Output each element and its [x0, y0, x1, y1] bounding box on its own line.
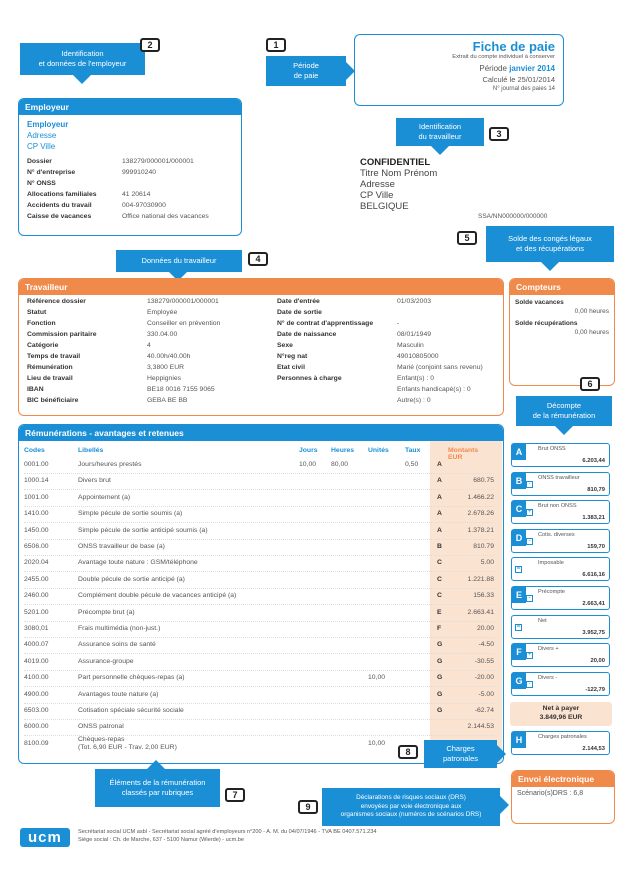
callout-remuneration-items — [95, 769, 220, 807]
detail-value: Heppignies — [147, 375, 182, 382]
detail-value: 330.04.00 — [147, 331, 178, 338]
detail-key: Catégorie — [27, 342, 59, 349]
table-row — [24, 622, 494, 638]
confidentiel-label: CONFIDENTIEL — [360, 157, 431, 168]
row-category: G — [437, 674, 443, 682]
detail-key: IBAN — [27, 386, 44, 393]
detail-value: 138279/000001/000001 — [147, 298, 219, 305]
row-category: B — [437, 543, 442, 550]
breakdown-value: 20,00 — [590, 658, 605, 665]
detail-key: Personnes à charge — [277, 375, 342, 382]
net-to-pay-label: Net à payer — [542, 705, 580, 712]
table-row — [24, 720, 494, 736]
sign-icon: + — [527, 652, 532, 659]
journal-number: N° journal des paies 14 — [492, 86, 555, 92]
worker-detail-row — [277, 296, 499, 307]
arrow-up-icon — [147, 760, 165, 769]
payslip-header-box — [354, 34, 564, 106]
worker-detail-row — [277, 318, 499, 329]
row-category: A — [437, 461, 442, 468]
row-label: Part personnelle chèques-repas (a) — [78, 674, 185, 682]
breakdown-label: Cotis. diverses — [538, 531, 575, 538]
detail-key: N° de contrat d'apprentissage — [277, 320, 374, 327]
breakdown-label: ONSS travailleur — [538, 474, 580, 481]
row-amount: 1.378.21 — [467, 526, 494, 534]
detail-value: GEBA BE BB — [147, 397, 188, 404]
charges-label: Charges patronales — [538, 734, 587, 740]
row-label: Simple pécule de sortie soumis (a) — [78, 510, 183, 518]
row-code: 1450.00 — [24, 526, 49, 534]
ucm-logo: ucm — [20, 828, 70, 847]
marker-7: 7 — [225, 788, 245, 802]
vacation-balance-value: 0,00 heures — [574, 308, 609, 315]
arrow-down-icon — [541, 262, 559, 271]
row-label: Simple pécule de sortie anticipé soumis (a) — [78, 526, 208, 534]
breakdown-item — [511, 586, 610, 610]
detail-value: Enfant(s) : 0 — [397, 375, 435, 382]
employer-box — [18, 98, 242, 236]
row-label: Précompte brut (a) — [78, 608, 135, 616]
detail-key: Fonction — [27, 320, 56, 327]
marker-1: 1 — [266, 38, 286, 52]
row-category: E — [437, 608, 442, 616]
worker-detail-row — [27, 384, 267, 395]
detail-value: Employée — [147, 309, 178, 316]
callout-drs — [322, 788, 500, 826]
worker-name: Titre Nom Prénom — [360, 168, 438, 179]
breakdown-value: -122,79 — [585, 686, 605, 693]
row-amount: -4.50 — [478, 641, 494, 649]
detail-key — [277, 395, 397, 406]
row-code: 1000.14 — [24, 477, 49, 485]
row-rate: 0,50 — [405, 461, 419, 468]
counters-header: Compteurs — [510, 279, 614, 295]
worker-detail-row — [27, 318, 267, 329]
table-row — [24, 524, 494, 540]
callout-text: Période de paie — [293, 61, 319, 80]
net-to-pay-value: 3.849,96 EUR — [539, 714, 583, 721]
worker-city: CP Ville — [360, 190, 394, 201]
row-label: Assurance-groupe — [78, 657, 134, 665]
row-amount: 2.678.26 — [467, 510, 494, 518]
table-row — [24, 540, 494, 556]
detail-value: 08/01/1949 — [397, 331, 432, 338]
breakdown-label: Divers + — [538, 646, 559, 653]
table-row — [24, 589, 494, 605]
worker-detail-row — [277, 329, 499, 340]
table-row — [24, 573, 494, 589]
row-code: 4100.00 — [24, 674, 49, 682]
sign-icon: - — [526, 481, 533, 488]
breakdown-item — [511, 672, 610, 696]
detail-key: Date de naissance — [277, 331, 337, 338]
worker-detail-row — [27, 296, 267, 307]
letter-badge: F — [512, 644, 526, 660]
callout-leave-balance — [486, 226, 614, 262]
worker-address — [360, 157, 437, 212]
breakdown-value: 810,79 — [587, 486, 605, 493]
breakdown-label: Précompte — [538, 589, 566, 595]
detail-key: Etat civil — [277, 364, 305, 371]
table-row — [24, 688, 494, 704]
row-category: G — [437, 657, 443, 665]
sign-icon: = — [516, 623, 521, 630]
period-label: Période — [479, 64, 507, 73]
breakdown-item — [511, 472, 610, 496]
sign-icon: = — [516, 566, 521, 573]
detail-value: BE18 0016 7155 9065 — [147, 386, 215, 393]
callout-text: Éléments de la rémunération classés par rubriques — [109, 778, 206, 797]
worker-detail-row — [277, 373, 499, 384]
table-row — [24, 606, 494, 622]
employer-header: Employeur — [19, 99, 241, 115]
period-value: janvier 2014 — [509, 64, 555, 73]
employer-detail-row — [27, 200, 233, 211]
callout-text: Identification et données de l'employeur — [38, 49, 127, 68]
breakdown-value: 1.383,21 — [582, 515, 605, 522]
breakdown-value: 2.663,41 — [582, 601, 605, 607]
row-amount: -20.00 — [474, 674, 494, 682]
col-heures: Heures — [331, 447, 355, 454]
breakdown-item — [511, 529, 610, 553]
row-code: 4900.00 — [24, 690, 49, 698]
breakdown-value: 3.952,75 — [582, 629, 605, 636]
row-category: A — [437, 526, 442, 534]
table-row — [24, 655, 494, 671]
callout-text: Données du travailleur — [141, 256, 217, 265]
callout-remuneration-breakdown — [516, 396, 612, 426]
breakdown-item — [511, 643, 610, 667]
footer-text — [78, 828, 376, 844]
detail-value: - — [397, 320, 400, 327]
worker-detail-row — [27, 362, 267, 373]
row-category: A — [437, 493, 442, 501]
row-code: 2460.00 — [24, 592, 49, 600]
row-code: 4019.00 — [24, 657, 49, 665]
row-code: 1410.00 — [24, 510, 49, 518]
arrow-down-icon — [431, 146, 449, 155]
detail-key: Allocations familiales — [27, 191, 97, 198]
row-category: C — [437, 559, 442, 567]
marker-3: 3 — [489, 127, 509, 141]
callout-employer-id — [20, 43, 145, 75]
letter-badge: B — [512, 473, 526, 489]
letter-badge: A — [512, 444, 526, 460]
detail-key: Temps de travail — [27, 353, 81, 360]
row-code: 4000.07 — [24, 641, 49, 649]
employer-detail-row — [27, 156, 233, 167]
table-row — [24, 704, 494, 720]
detail-key: Référence dossier — [27, 298, 86, 305]
detail-key: Rémunération — [27, 364, 73, 371]
detail-key: N° d'entreprise — [27, 169, 76, 176]
ssa-number: SSA/NN000000/000000 — [478, 213, 548, 220]
detail-key: Accidents du travail — [27, 202, 92, 209]
breakdown-item — [511, 500, 610, 524]
period-line — [363, 64, 555, 73]
breakdown-item — [511, 557, 610, 581]
breakdown-label: Brut non ONSS — [538, 503, 577, 510]
recovery-balance-label: Solde récupérations — [515, 320, 578, 327]
row-label: Complément double pécule de vacances anticipé (a) — [78, 592, 237, 600]
employer-detail-row — [27, 167, 233, 178]
row-label: Avantage toute nature : GSM/téléphone — [78, 559, 198, 567]
row-category: G — [437, 690, 443, 698]
row-code: 2020.04 — [24, 559, 49, 567]
sign-icon: - — [526, 538, 533, 545]
remuneration-header: Rémunérations - avantages et retenues — [19, 425, 503, 441]
detail-key: Caisse de vacances — [27, 213, 92, 220]
worker-box — [18, 278, 504, 416]
worker-detail-row — [27, 351, 267, 362]
arrow-down-icon — [73, 75, 91, 84]
detail-value: 49010805000 — [397, 353, 439, 360]
row-category: C — [437, 592, 442, 600]
row-code: 5201.00 — [24, 608, 49, 616]
detail-value: Marié (conjoint sans revenu) — [397, 364, 483, 371]
callout-text: Charges patronales — [442, 744, 479, 763]
marker-6: 6 — [580, 377, 600, 391]
worker-detail-row — [277, 351, 499, 362]
worker-detail-row — [27, 329, 267, 340]
row-category: A — [437, 510, 442, 518]
row-amount: 5.00 — [480, 559, 494, 567]
row-category: G — [437, 707, 443, 714]
footer-line-1: Secrétariat social UCM asbl - Secrétariat social agréé d'employeurs n°200 - A. M. du 04/07/1946 - TVA BE 0407.571.234 — [78, 829, 377, 835]
worker-detail-row — [277, 307, 499, 318]
row-amount: 20.00 — [476, 625, 494, 632]
col-taux: Taux — [405, 447, 421, 454]
marker-2: 2 — [140, 38, 160, 52]
row-code: 0001.00 — [24, 461, 49, 468]
detail-key: Dossier — [27, 158, 52, 165]
worker-detail-row — [27, 307, 267, 318]
row-amount: 810.79 — [473, 543, 494, 550]
letter-badge: D — [512, 530, 526, 546]
detail-value: Autre(s) : 0 — [397, 397, 431, 404]
row-label: ONSS travailleur de base (a) — [78, 543, 165, 550]
row-amount: 1.221.88 — [467, 575, 494, 583]
marker-4: 4 — [248, 252, 268, 266]
detail-key: Statut — [27, 309, 47, 316]
row-category: C — [437, 575, 442, 583]
breakdown-item — [511, 615, 610, 639]
breakdown-label: Divers - — [538, 674, 558, 681]
col-libelles: Libellés — [78, 447, 104, 454]
worker-street: Adresse — [360, 179, 395, 190]
table-row — [24, 671, 494, 687]
table-row — [24, 638, 494, 654]
detail-value: Enfants handicapé(s) : 0 — [397, 386, 471, 393]
breakdown-value: 159,70 — [587, 543, 605, 550]
row-label: Jours/heures prestés — [78, 461, 142, 468]
row-label-detail: (Tot. 6,90 EUR - Trav. 2,00 EUR) — [78, 744, 177, 751]
row-amount: -5.00 — [478, 690, 494, 698]
calcule-date: Calculé le 25/01/2014 — [482, 75, 555, 84]
letter-badge: G — [512, 673, 526, 689]
detail-key: Date de sortie — [277, 309, 322, 316]
col-montants: Montants EUR — [448, 447, 479, 461]
drs-scenarios: Scénario(s)DRS : 6,8 — [517, 790, 584, 797]
callout-text: Identification du travailleur — [418, 122, 462, 141]
worker-detail-row — [27, 340, 267, 351]
worker-details-right — [277, 296, 499, 406]
detail-value: 999910240 — [122, 169, 157, 176]
callout-employer-charges — [424, 740, 497, 768]
row-label: Assurance soins de santé — [78, 641, 156, 649]
detail-value: 138279/000001/000001 — [122, 158, 194, 165]
electronic-sending-box — [511, 770, 615, 824]
sign-icon: - — [526, 595, 533, 602]
detail-key: Lieu de travail — [27, 375, 73, 382]
breakdown-label: Brut ONSS — [538, 446, 566, 452]
detail-key: N°reg nat — [277, 353, 308, 360]
footer-line-2: Siège social : Ch. de Marche, 637 - 5100 Namur (Wierde) - ucm.be — [78, 837, 245, 843]
row-code: 8100.09 — [24, 740, 49, 747]
vacation-balance-label: Solde vacances — [515, 299, 564, 306]
worker-detail-row — [277, 340, 499, 351]
row-hours: 80,00 — [331, 461, 349, 468]
letter-badge: E — [512, 587, 526, 603]
detail-value: 40.00h/40.00h — [147, 353, 191, 360]
employer-detail-row — [27, 178, 233, 189]
callout-text: Solde des congés légaux et des récupérations — [508, 234, 592, 253]
marker-8: 8 — [398, 745, 418, 759]
breakdown-label: Imposable — [538, 560, 564, 567]
row-amount: 1.466.22 — [467, 493, 494, 501]
payslip-subtitle: Extrait du compte individuel à conserver — [452, 54, 555, 60]
row-label: Divers brut — [78, 477, 111, 485]
detail-key — [277, 384, 397, 395]
row-amount: 2.663.41 — [467, 608, 494, 616]
detail-key: Sexe — [277, 342, 293, 349]
breakdown-item — [511, 443, 610, 467]
electronic-sending-header: Envoi électronique — [512, 771, 614, 787]
employer-address: Adresse — [27, 131, 57, 140]
employer-charges-item — [511, 731, 610, 755]
row-label: Double pécule de sortie anticipé (a) — [78, 575, 185, 583]
row-amount: -62.74 — [474, 707, 494, 714]
row-days: 10,00 — [299, 461, 317, 468]
breakdown-value: 6.616,16 — [582, 572, 605, 579]
marker-5: 5 — [457, 231, 477, 245]
row-label: Cotisation spéciale sécurité sociale — [78, 707, 184, 714]
detail-value: 4 — [147, 342, 151, 349]
row-category: G — [437, 641, 443, 649]
employer-city: CP Ville — [27, 142, 56, 151]
row-amount: -30.55 — [474, 657, 494, 665]
row-label: Avantages toute nature (a) — [78, 690, 159, 698]
worker-detail-row — [27, 395, 267, 406]
row-label: ONSS patronal — [78, 723, 124, 731]
arrow-down-icon — [555, 426, 573, 435]
col-unites: Unités — [368, 447, 389, 454]
col-jours: Jours — [299, 447, 318, 454]
row-amount: 2.144.53 — [467, 723, 494, 731]
row-code: 3080,01 — [24, 625, 49, 632]
table-row — [24, 507, 494, 523]
sign-icon: - — [526, 681, 533, 688]
employer-detail-row — [27, 189, 233, 200]
detail-key: N° ONSS — [27, 180, 56, 187]
detail-key: Commission paritaire — [27, 331, 97, 338]
detail-key: BIC bénéficiaire — [27, 397, 79, 404]
row-code: 2455.00 — [24, 575, 49, 583]
callout-worker-id — [396, 118, 484, 146]
worker-details-left — [27, 296, 267, 406]
row-code: 1001.00 — [24, 493, 49, 501]
row-category: A — [437, 477, 442, 485]
table-row — [24, 556, 494, 572]
table-row — [24, 458, 494, 474]
detail-value: 41 20614 — [122, 191, 151, 198]
row-units: 10,00 — [368, 674, 386, 682]
detail-value: 3,3800 EUR — [147, 364, 185, 371]
arrow-right-icon — [497, 745, 506, 763]
row-code: 6506.00 — [24, 543, 49, 550]
row-label: Chèques-repas — [78, 736, 125, 743]
worker-header: Travailleur — [19, 279, 503, 295]
col-codes: Codes — [24, 447, 45, 454]
detail-value: Conseiller en prévention — [147, 320, 221, 327]
net-to-pay-box — [510, 702, 612, 726]
row-amount: 156.33 — [473, 592, 494, 600]
row-code: 6000.00 — [24, 723, 49, 731]
counters-box — [509, 278, 615, 386]
detail-key: Date d'entrée — [277, 298, 320, 305]
sign-icon: + — [527, 509, 532, 516]
table-row — [24, 474, 494, 490]
row-units: 10,00 — [368, 740, 386, 747]
row-category: F — [437, 625, 442, 632]
payslip-title: Fiche de paie — [472, 39, 555, 54]
worker-detail-row — [27, 373, 267, 384]
charges-value: 2.144,53 — [582, 746, 605, 752]
row-amount: 680.75 — [473, 477, 494, 485]
detail-value: Office national des vacances — [122, 213, 209, 220]
employer-detail-row — [27, 211, 233, 222]
letter-badge: C — [512, 501, 526, 517]
row-code: 6503.00 — [24, 707, 49, 714]
callout-worker-data — [116, 250, 242, 272]
callout-text: Décompte de la rémunération — [532, 401, 596, 420]
worker-detail-row — [277, 384, 499, 395]
breakdown-label: Net — [538, 617, 547, 624]
employer-name: Employeur — [27, 120, 69, 129]
callout-text: Déclarations de risques sociaux (DRS) envoyées par voie électronique aux organismes sociaux (numéros de scénarios DRS) — [340, 794, 482, 819]
arrow-right-icon — [500, 796, 509, 814]
worker-country: BELGIQUE — [360, 201, 409, 212]
breakdown-value: 6.203,44 — [582, 458, 605, 464]
table-row — [24, 491, 494, 507]
letter-badge: H — [512, 732, 526, 748]
row-label: Appointement (a) — [78, 493, 131, 501]
worker-detail-row — [277, 362, 499, 373]
employer-details — [27, 156, 233, 222]
marker-9: 9 — [298, 800, 318, 814]
detail-value: 004-97030900 — [122, 202, 166, 209]
worker-detail-row — [277, 395, 499, 406]
detail-value: Masculin — [397, 342, 424, 349]
row-label: Frais multimédia (non-just.) — [78, 625, 161, 632]
recovery-balance-value: 0,00 heures — [574, 329, 609, 336]
callout-pay-period — [266, 56, 346, 86]
detail-value: 01/03/2003 — [397, 298, 432, 305]
